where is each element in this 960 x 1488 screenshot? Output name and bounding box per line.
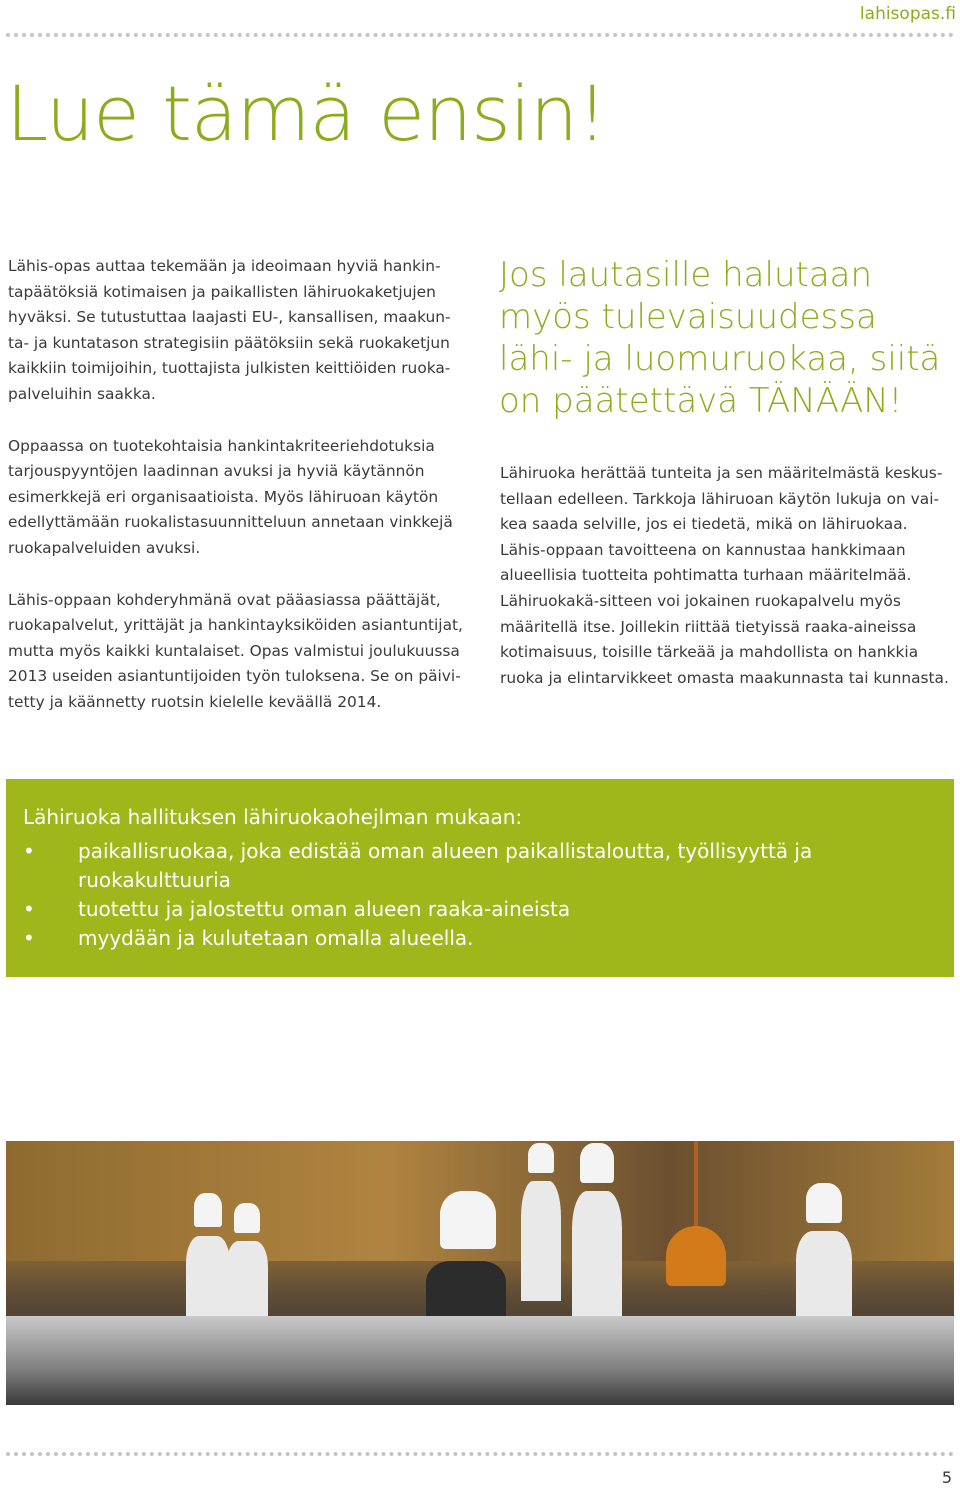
chef-figure	[226, 1241, 268, 1326]
definition-paragraph: Lähiruoka herättää tunteita ja sen määritelmästä keskus-tellaan edelleen. Tarkkoja lähiruoan käytön lukuja on vai-kea saada selville, jos ei tiedetä, mikä on lähiruokaa. Lähis-oppaan tavoitteena on kannustaa hankkimaan alueellisia tuotteita pohtimatta turhaan määritelmää. Lähiruokakä-sitteen voi jokainen ruokapalvelu myös määritellä itse. Joillekin riittää tietyissä raaka-aineissa kotimaisuus, toisille tärkeää ja mahdollista on hankkia ruoka ja elintarvikkeet omasta maakunnasta tai kunnasta.	[500, 464, 949, 687]
chef-hat	[194, 1193, 222, 1227]
pull-quote	[499, 254, 954, 422]
top-dotted-divider	[6, 33, 954, 37]
chef-figure	[796, 1231, 852, 1326]
pull-quote-line-3: lähi- ja luomuruokaa, siitä	[499, 339, 941, 379]
bottom-dotted-divider	[6, 1452, 954, 1456]
definition-box	[6, 779, 954, 977]
list-item	[23, 837, 923, 895]
intro-paragraph-2: Oppaassa on tuotekohtaisia hankintakriteeriehdotuksia tarjouspyyntöjen laadinnan avuksi ja hyviä käytännön esimerkkejä eri organisaatioista. Myös lähiruoan käytön edellyttämään ruokalistasuunnitteluun annetaan vinkkejä ruokapalveluiden avuksi.	[8, 436, 453, 557]
list-item	[23, 924, 923, 953]
intro-column	[8, 254, 464, 742]
chef-figure	[186, 1236, 230, 1326]
chef-figure	[572, 1191, 622, 1316]
list-item-text: tuotettu ja jalostettu oman alueen raaka-aineista	[78, 897, 571, 921]
definition-column	[500, 461, 954, 717]
page-title: Lue tämä ensin!	[6, 69, 607, 158]
intro-paragraph-1: Lähis-opas auttaa tekemään ja ideoimaan hyviä hankin-tapäätöksiä kotimaisen ja paikallisten lähiruokaketjujen hyväksi. Se tutustuttaa laajasti EU-, kansallisen, maakun-ta- ja kuntatason strategisiin päätöksiin sekä ruokaketjun kaikkiin toimijoihin, tuottajista julkisten keittiöiden ruoka-palveluihin saakka.	[8, 257, 451, 403]
intro-paragraph-3: Lähis-oppaan kohderyhmänä ovat pääasiassa päättäjät, ruokapalvelut, yrittäjät ja hankintayksiköiden asiantuntijat, mutta myös kaikki kuntalaiset. Opas valmistui joulukuussa 2013 useiden asiantuntijoiden työn tuloksena. Se on päivi-tetty ja käännetty ruotsin kielelle keväällä 2014.	[8, 590, 463, 711]
site-url[interactable]: lahisopas.fi	[859, 4, 956, 24]
bullet-icon: •	[23, 839, 35, 863]
list-item-text: myydään ja kulutetaan omalla alueella.	[78, 926, 474, 950]
chef-hat	[528, 1143, 554, 1173]
photo-lamp	[661, 1141, 731, 1291]
chef-figure	[521, 1181, 561, 1301]
steel-counter	[6, 1316, 954, 1405]
list-item-text: paikallisruokaa, joka edistää oman alueen paikallistaloutta, työllisyyttä ja ruokakulttuuria	[78, 839, 813, 892]
chef-hat	[440, 1191, 496, 1249]
list-item	[23, 895, 923, 924]
chef-hat	[806, 1183, 842, 1223]
definition-box-heading: Lähiruoka hallituksen lähiruokaohejlman mukaan:	[23, 805, 523, 829]
kitchen-photo	[6, 1141, 954, 1405]
definition-list	[23, 837, 923, 953]
chef-hat	[580, 1143, 614, 1183]
page-number: 5	[941, 1468, 952, 1487]
pull-quote-line-4: on päätettävä TÄNÄÄN!	[499, 381, 903, 421]
bullet-icon: •	[23, 926, 35, 950]
chef-hat	[234, 1203, 260, 1233]
pull-quote-line-2: myös tulevaisuudessa	[499, 297, 877, 337]
bullet-icon: •	[23, 897, 35, 921]
pull-quote-line-1: Jos lautasille halutaan	[499, 255, 873, 295]
